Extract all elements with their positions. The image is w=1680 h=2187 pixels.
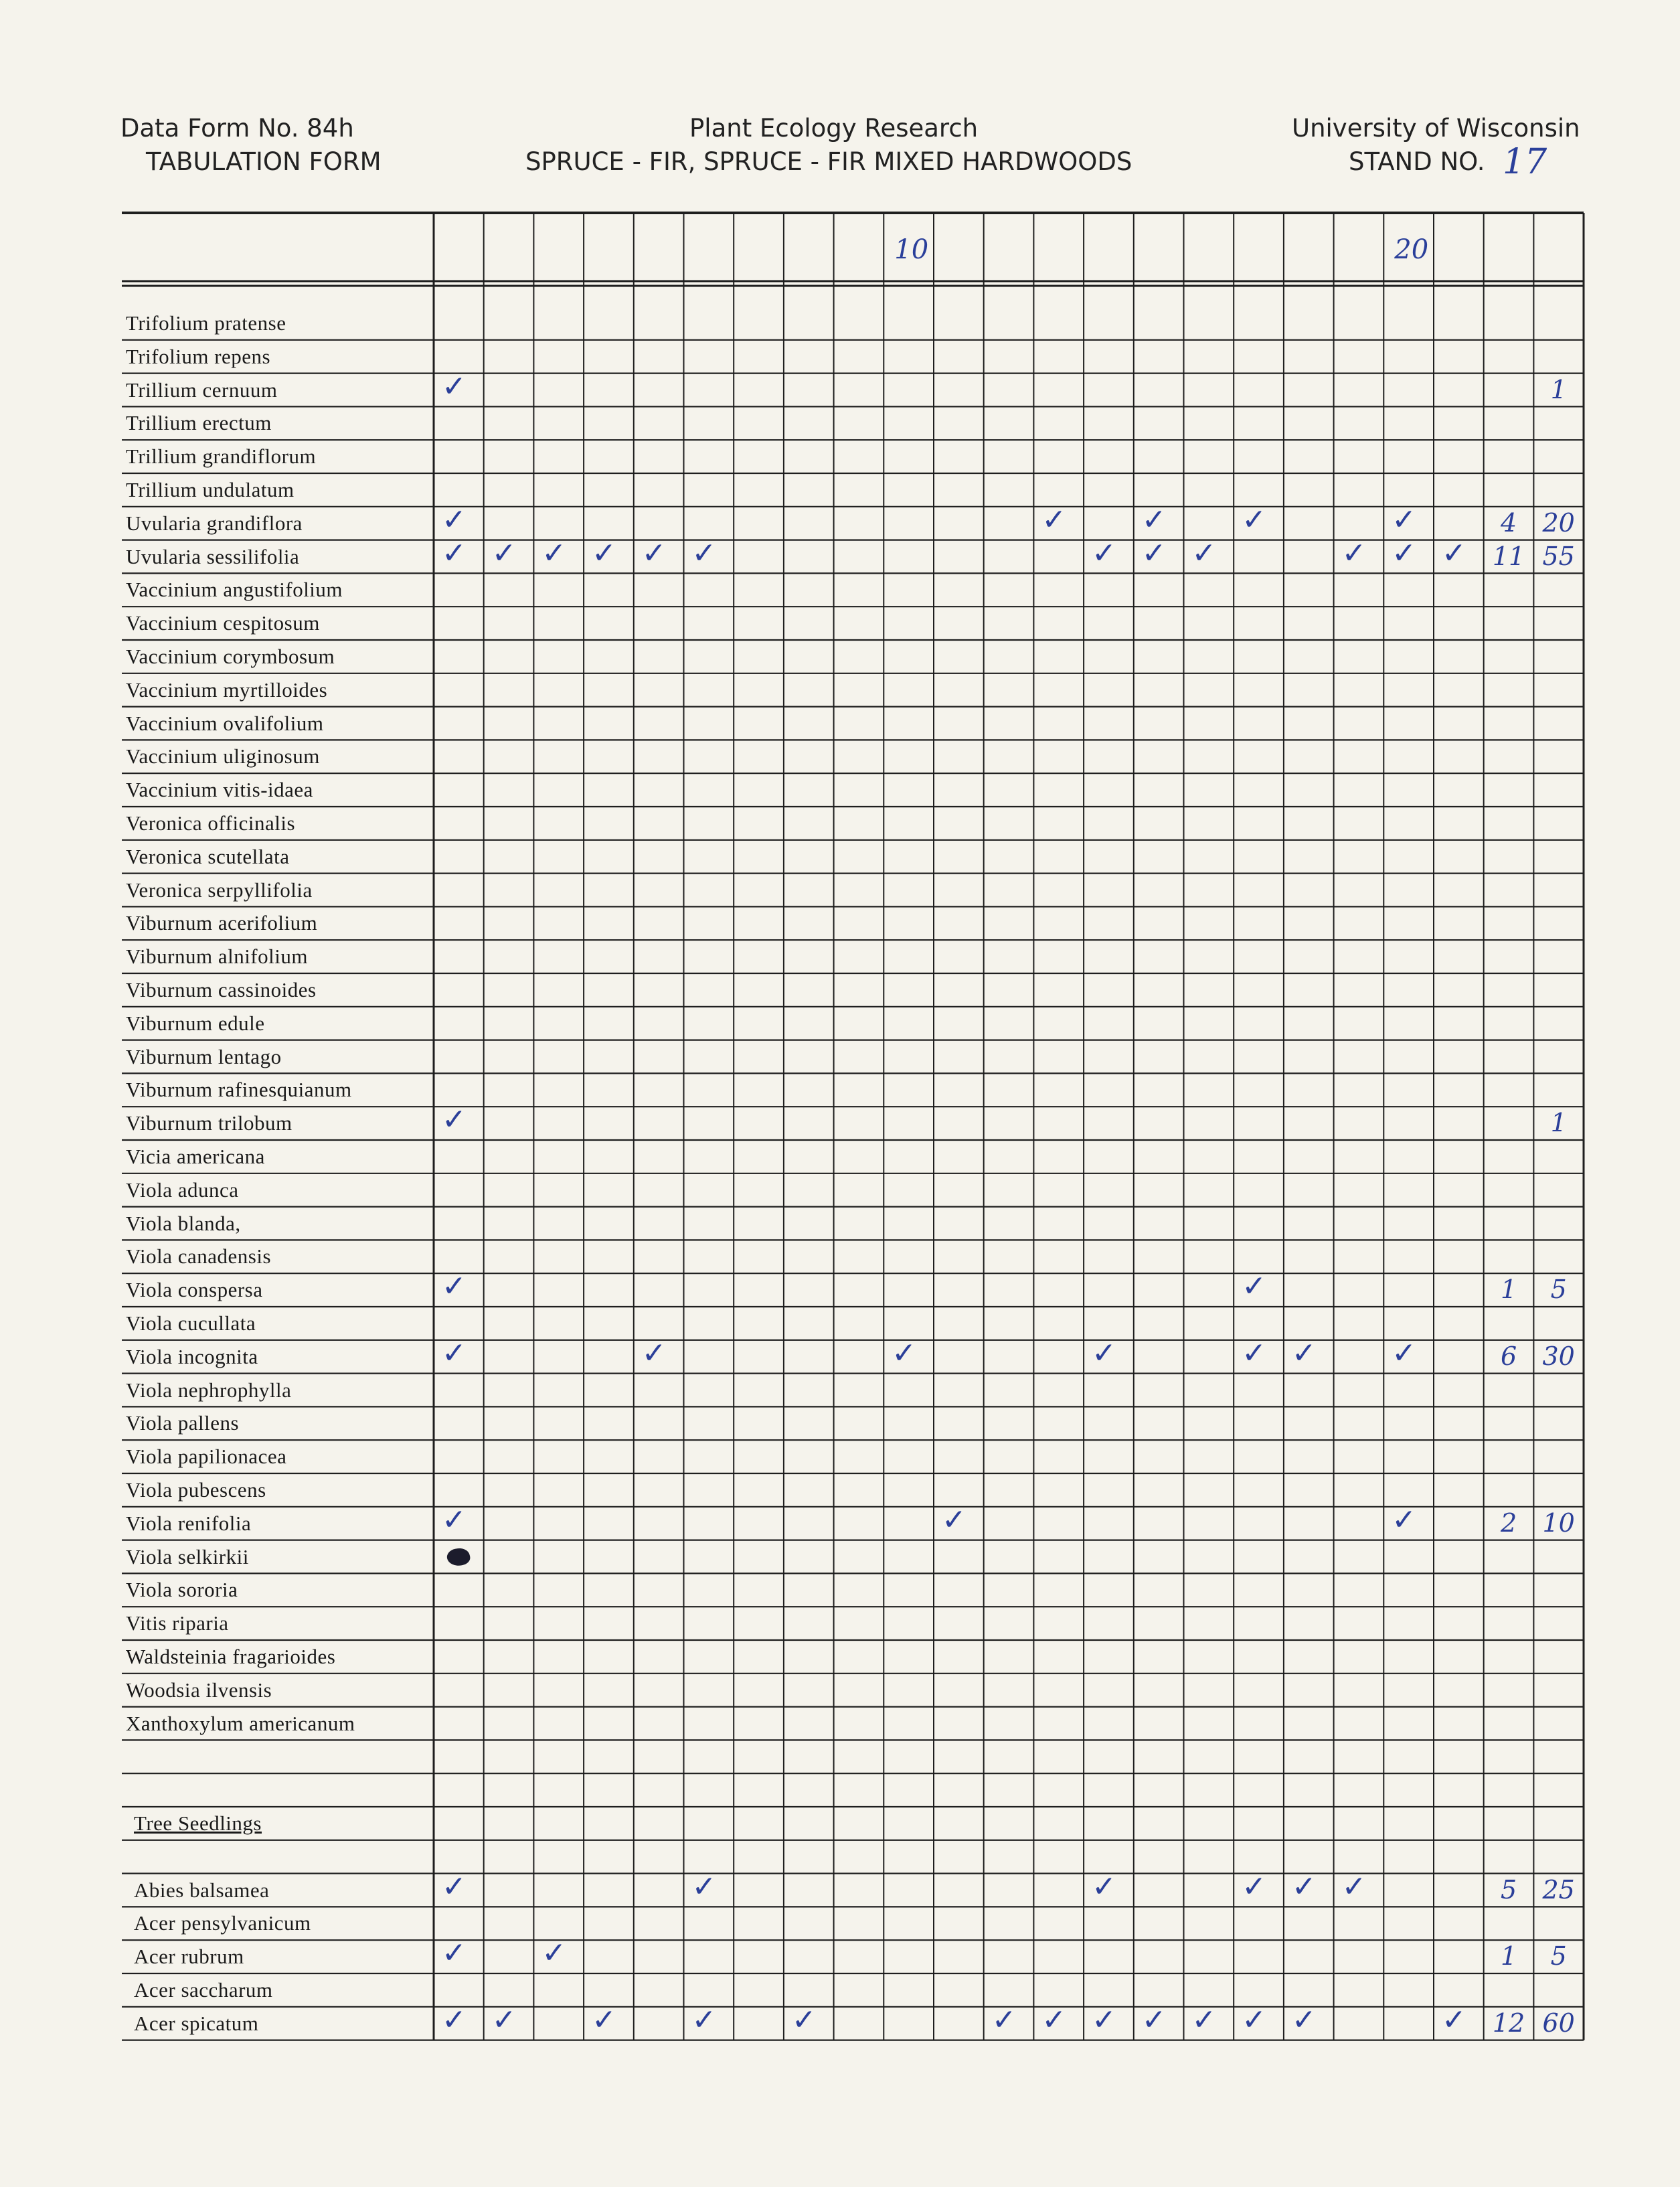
- species-name: Viola nephrophylla: [126, 1378, 292, 1402]
- form-number: Data Form No. 84h: [120, 114, 354, 143]
- species-name: Trillium grandiflorum: [126, 444, 317, 469]
- check-mark: ✓: [592, 2002, 616, 2037]
- check-mark: ✓: [541, 536, 567, 570]
- species-name: Viola selkirkii: [126, 1544, 249, 1568]
- frequency-percent: 30: [1542, 1341, 1575, 1371]
- species-name: Viola pallens: [126, 1411, 240, 1435]
- check-mark: ✓: [442, 536, 467, 570]
- species-name: Viola blanda,: [126, 1211, 241, 1235]
- species-name: Vaccinium corymbosum: [126, 645, 335, 668]
- form-type: TABULATION FORM: [146, 147, 382, 176]
- check-mark: ✓: [442, 502, 467, 537]
- check-mark: ✓: [1041, 2002, 1067, 2037]
- species-name: Viola canadensis: [126, 1244, 272, 1269]
- column-marker-10: 10: [894, 234, 929, 265]
- check-mark: ✓: [442, 1269, 467, 1304]
- forest-types-title: SPRUCE - FIR, SPRUCE - FIR MIXED HARDWOODS: [525, 147, 1132, 176]
- check-mark: ✓: [1392, 1335, 1417, 1370]
- check-mark: ✓: [1442, 536, 1466, 570]
- stand-label: STAND NO.: [1349, 147, 1485, 176]
- check-mark: ✓: [1092, 1335, 1116, 1370]
- check-mark: ✓: [1041, 502, 1067, 537]
- check-mark: ✓: [1242, 1335, 1267, 1370]
- species-name: Uvularia grandiflora: [126, 511, 303, 535]
- frequency-count: 4: [1500, 507, 1517, 538]
- species-name: Trillium cernuum: [126, 378, 278, 402]
- frequency-percent: 10: [1542, 1508, 1575, 1538]
- check-mark: ✓: [1442, 2002, 1466, 2037]
- check-mark: ✓: [541, 1936, 567, 1971]
- check-mark: ✓: [1341, 536, 1367, 570]
- species-name: Vaccinium myrtilloides: [126, 677, 328, 702]
- species-name: Viola cucullata: [126, 1311, 256, 1335]
- check-mark: ✓: [1141, 2002, 1167, 2037]
- check-mark: ✓: [1291, 1869, 1317, 1904]
- species-name: Trifolium pratense: [126, 311, 286, 335]
- check-mark: ✓: [1141, 536, 1167, 570]
- check-mark: ✓: [442, 1869, 467, 1904]
- check-mark: ✓: [1392, 1502, 1417, 1537]
- species-name: Veronica scutellata: [126, 844, 290, 868]
- check-mark: ✓: [491, 2002, 517, 2037]
- species-name: Trillium erectum: [126, 411, 272, 435]
- check-mark: ✓: [1141, 502, 1167, 537]
- check-mark: ✓: [1242, 2002, 1267, 2037]
- frequency-percent: 1: [1550, 374, 1567, 404]
- check-mark: ✓: [1291, 2002, 1317, 2037]
- check-mark: ✓: [442, 369, 467, 404]
- species-name: Xanthoxylum americanum: [126, 1711, 355, 1735]
- research-title: Plant Ecology Research: [689, 114, 979, 143]
- species-name: Viburnum lentago: [126, 1044, 282, 1068]
- species-name: Viburnum trilobum: [126, 1111, 292, 1135]
- species-name: Viola renifolia: [126, 1511, 252, 1535]
- species-name: Uvularia sessilifolia: [126, 544, 300, 568]
- species-name: Viola sororia: [126, 1578, 238, 1602]
- species-name: Woodsia ilvensis: [126, 1678, 272, 1702]
- species-name: Vaccinium cespitosum: [126, 611, 320, 635]
- frequency-count: 12: [1492, 2008, 1525, 2038]
- frequency-percent: 25: [1542, 1874, 1575, 1905]
- check-mark: ✓: [791, 2002, 817, 2037]
- frequency-percent: 60: [1542, 2008, 1575, 2038]
- check-mark: ✓: [1242, 502, 1267, 537]
- section-heading: Tree Seedlings: [134, 1811, 262, 1835]
- species-name: Acer pensylvanicum: [134, 1911, 311, 1935]
- species-name: Viola conspersa: [126, 1278, 263, 1302]
- check-mark: ✓: [1092, 1869, 1116, 1904]
- species-name: Vitis riparia: [126, 1611, 229, 1635]
- species-name: Vaccinium uliginosum: [126, 744, 320, 768]
- check-mark: ✓: [892, 1335, 917, 1370]
- species-name: Viola incognita: [126, 1344, 258, 1368]
- species-name: Viburnum rafinesquianum: [126, 1078, 352, 1102]
- check-mark: ✓: [1242, 1869, 1267, 1904]
- check-mark: ✓: [1191, 2002, 1217, 2037]
- species-name: Acer spicatum: [134, 2011, 259, 2035]
- check-mark: ✓: [691, 536, 717, 570]
- species-name: Trifolium repens: [126, 344, 271, 368]
- species-name: Vaccinium ovalifolium: [126, 711, 324, 735]
- species-name: Viola pubescens: [126, 1478, 266, 1502]
- check-mark: ✓: [442, 1335, 467, 1370]
- frequency-percent: 5: [1550, 1275, 1567, 1305]
- column-marker-20: 20: [1394, 234, 1429, 265]
- check-mark: ✓: [942, 1502, 967, 1537]
- frequency-count: 5: [1500, 1874, 1517, 1905]
- check-mark: ✓: [1392, 536, 1417, 570]
- check-mark: ✓: [1242, 1269, 1267, 1304]
- check-mark: ✓: [442, 1502, 467, 1537]
- species-name: Viburnum edule: [126, 1011, 265, 1035]
- check-mark: ✓: [1392, 502, 1417, 537]
- species-name: Vaccinium vitis-idaea: [126, 778, 313, 802]
- check-mark: ✓: [491, 536, 517, 570]
- species-name: Veronica officinalis: [126, 811, 296, 835]
- species-name: Veronica serpyllifolia: [126, 878, 313, 902]
- frequency-count: 2: [1500, 1508, 1517, 1538]
- frequency-count: 1: [1500, 1275, 1517, 1305]
- check-mark: ✓: [1291, 1335, 1317, 1370]
- species-name: Viola adunca: [126, 1178, 239, 1202]
- check-mark: ✓: [1092, 536, 1116, 570]
- check-mark: ✓: [442, 1103, 467, 1137]
- species-name: Viola papilionacea: [126, 1445, 287, 1469]
- check-mark: ✓: [442, 1936, 467, 1971]
- frequency-count: 11: [1492, 541, 1525, 571]
- check-mark: ✓: [691, 2002, 717, 2037]
- species-name: Acer rubrum: [134, 1945, 244, 1969]
- species-name: Viburnum cassinoides: [126, 978, 317, 1001]
- frequency-percent: 5: [1550, 1941, 1567, 1971]
- university-name: University of Wisconsin: [1292, 114, 1580, 143]
- check-mark: ✓: [691, 1869, 717, 1904]
- stand-number: 17: [1503, 142, 1547, 182]
- species-name: Vicia americana: [126, 1145, 265, 1168]
- species-name: Abies balsamea: [134, 1878, 270, 1902]
- frequency-percent: 1: [1550, 1108, 1567, 1138]
- species-name: Trillium undulatum: [126, 478, 295, 501]
- check-mark: ✓: [991, 2002, 1017, 2037]
- check-mark: ✓: [641, 536, 667, 570]
- check-mark: ✓: [592, 536, 616, 570]
- frequency-percent: 55: [1542, 541, 1575, 571]
- species-name: Viburnum alnifolium: [126, 945, 308, 969]
- species-name: Viburnum acerifolium: [126, 911, 318, 935]
- check-mark: ✓: [1191, 536, 1217, 570]
- check-mark: ✓: [1092, 2002, 1116, 2037]
- frequency-count: 1: [1500, 1941, 1517, 1971]
- frequency-count: 6: [1500, 1341, 1517, 1371]
- species-name: Vaccinium angustifolium: [126, 578, 343, 602]
- check-mark: ✓: [641, 1335, 667, 1370]
- frequency-percent: 20: [1542, 507, 1575, 538]
- species-name: Acer saccharum: [134, 1978, 273, 2002]
- check-mark: ✓: [442, 2002, 467, 2037]
- check-mark: ✓: [1341, 1869, 1367, 1904]
- species-name: Waldsteinia fragarioides: [126, 1645, 336, 1668]
